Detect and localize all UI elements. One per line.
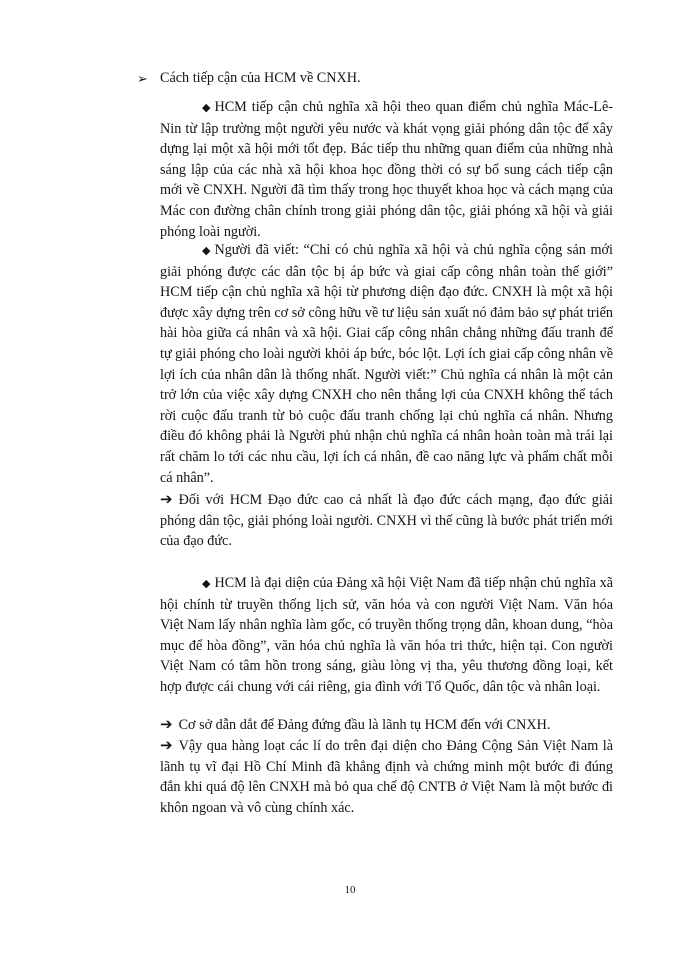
page-number: 10 <box>344 884 356 896</box>
paragraph-conclusion <box>160 735 613 818</box>
paragraph-morality <box>160 489 613 552</box>
diamond-bullet-icon: ◆ <box>202 244 211 257</box>
paragraph-text: Vậy qua hàng loạt các lí do trên đại diện cho Đảng Cộng Sản Việt Nam là lãnh tụ vĩ đại Hồ Chí Minh đã khẳng định và chứng minh một bước đi đúng đắn khi quá độ lên CNXH mà bỏ qua chế độ CNTB ở Việt Nam là một bước đi khôn ngoan và vô cùng chính xác. <box>160 738 613 816</box>
paragraph-text: Cơ sở dẫn dắt để Đảng đứng đầu là lãnh tụ HCM đến với CNXH. <box>178 717 551 733</box>
right-arrow-icon: ➔ <box>160 736 173 754</box>
paragraph-approach <box>160 97 613 242</box>
paragraph-text: Người đã viết: “Chỉ có chủ nghĩa xã hội và chủ nghĩa cộng sản mới giải phóng được các dân tộc bị áp bức và giai cấp công nhân toàn thế giới” HCM tiếp cận chủ nghĩa xã hội từ phương diện đạo đức. CNXH là một xã hội được xây dựng trên cơ sở công hữu về tư liệu sản xuất nó đảm bảo sự phát triển hài hòa giữa cá nhân và xã hội. Giai cấp công nhân chẳng những đấu tranh để tự giải phóng cho loài người khỏi áp bức, bóc lột. Lợi ích giai cấp công nhân về lợi ích của nhân dân là thống nhất. Người viết:” Chủ nghĩa cá nhân là một cản trở lớn của việc xây dựng CNXH cho nên thắng lợi của CNXH không thể tách rời cuộc đấu tranh từ bỏ cuộc đấu tranh chống lại chủ nghĩa cá nhân. Nhưng điều đó không phải là Người phủ nhận chủ nghĩa cá nhân hoàn toàn mà trái lại rất chăm lo tới các nhu cầu, lợi ích cá nhân, đề cao năng lực và phẩm chất mỗi cá nhân”. <box>160 242 613 486</box>
paragraph-quote <box>160 240 613 488</box>
diamond-bullet-icon: ◆ <box>202 101 211 114</box>
paragraph-tradition <box>160 573 613 698</box>
arrowhead-bullet-icon: ➢ <box>137 72 148 87</box>
section-heading: Cách tiếp cận của HCM về CNXH. <box>160 70 361 86</box>
paragraph-text: Đối với HCM Đạo đức cao cả nhất là đạo đức cách mạng, đạo đức giải phóng dân tộc, giải phóng loài người. CNXH vì thế cũng là bước phát triển mới của đạo đức. <box>160 492 613 550</box>
right-arrow-icon: ➔ <box>160 715 173 733</box>
paragraph-text: HCM là đại diện của Đảng xã hội Việt Nam đã tiếp nhận chủ nghĩa xã hội chính từ truyền thống lịch sử, văn hóa và con người Việt Nam. Văn hóa Việt Nam lấy nhân nghĩa làm gốc, có truyền thống trọng dân, khoan dung, “hòa mục để hòa đồng”, văn hóa chủ nghĩa là văn hóa tri thức, hiện tại. Con người Việt Nam có tâm hồn trong sáng, giàu lòng vị tha, yêu thương đồng loại, kết hợp được cái chung với cái riêng, gia đình với Tổ Quốc, dân tộc và nhân loại. <box>160 575 613 695</box>
paragraph-basis <box>160 714 613 736</box>
paragraph-text: HCM tiếp cận chủ nghĩa xã hội theo quan điểm chủ nghĩa Mác-Lê-Nin từ lập trường một người yêu nước và khát vọng giải phóng dân tộc để xây dựng lại một xã hội mới tốt đẹp. Bác tiếp thu những quan điểm của những nhà sáng lập của các nhà xã hội khoa học đồng thời có sự bổ sung cách tiếp cận mới về CNXH. Người đã tìm thấy trong học thuyết khoa học và cách mạng của Mác con đường chân chính trong giải phóng dân tộc, giải phóng xã hội và giải phóng loài người. <box>160 99 613 240</box>
right-arrow-icon: ➔ <box>160 490 173 508</box>
diamond-bullet-icon: ◆ <box>202 577 211 590</box>
